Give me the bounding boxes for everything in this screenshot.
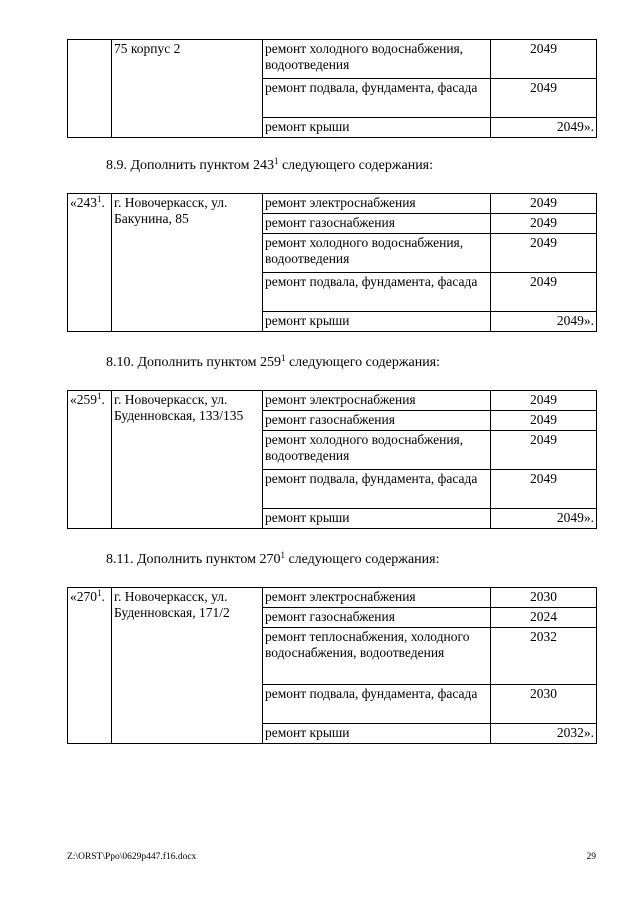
work-cell: ремонт газоснабжения (263, 214, 491, 234)
year-cell: 2049 (491, 411, 597, 431)
table-row (68, 194, 597, 214)
work-cell: ремонт крыши (263, 118, 491, 138)
work-cell: ремонт подвала, фундамента, фасада (263, 470, 491, 509)
work-cell: ремонт подвала, фундамента, фасада (263, 273, 491, 312)
work-cell: ремонт теплоснабжения, холодного водоснабжения, водоотведения (263, 628, 491, 685)
amendment-paragraph: 8.9. Дополнить пунктом $243^1$ следующего содержания: (106, 156, 434, 173)
year-cell: 2049 (491, 391, 597, 411)
page-number: 29 (586, 852, 596, 862)
year-cell: 2030 (491, 685, 597, 724)
work-cell: ремонт газоснабжения (263, 608, 491, 628)
address-cell: г. Новочеркасск, ул. Бакунина, 85 (112, 194, 263, 332)
year-cell: 2049 (491, 40, 597, 79)
table-270 (67, 587, 597, 744)
year-cell: 2049 (491, 214, 597, 234)
number-cell (68, 40, 112, 138)
work-cell: ремонт холодного водоснабжения, водоотведения (263, 431, 491, 470)
table-259 (67, 390, 597, 529)
year-cell: 2024 (491, 608, 597, 628)
year-cell: 2049». (491, 118, 597, 138)
table-row (68, 588, 597, 608)
table-continuation (67, 39, 597, 138)
address-cell: г. Новочеркасск, ул. Буденновская, 133/135 (112, 391, 263, 529)
amendment-paragraph: 8.10. Дополнить пунктом $259^1$ следующего содержания: (106, 353, 441, 370)
number-cell: «$259^1$. (68, 391, 112, 529)
work-cell: ремонт крыши (263, 312, 491, 332)
work-cell: ремонт электроснабжения (263, 391, 491, 411)
table-243 (67, 193, 597, 332)
year-cell: 2032 (491, 628, 597, 685)
year-cell: 2049 (491, 470, 597, 509)
year-cell: 2049». (491, 509, 597, 529)
work-cell: ремонт холодного водоснабжения, водоотведения (263, 234, 491, 273)
year-cell: 2030 (491, 588, 597, 608)
footer-file-path: Z:\ORST\Ppo\0629p447.f16.docx (67, 852, 197, 862)
year-cell: 2049 (491, 194, 597, 214)
number-cell: «$243^1$. (68, 194, 112, 332)
year-cell: 2032». (491, 724, 597, 744)
table-row (68, 391, 597, 411)
number-cell: «$270^1$. (68, 588, 112, 744)
year-cell: 2049 (491, 79, 597, 118)
work-cell: ремонт газоснабжения (263, 411, 491, 431)
work-cell: ремонт подвала, фундамента, фасада (263, 685, 491, 724)
amendment-paragraph: 8.11. Дополнить пунктом $270^1$ следующего содержания: (106, 550, 440, 567)
work-cell: ремонт электроснабжения (263, 588, 491, 608)
year-cell: 2049». (491, 312, 597, 332)
year-cell: 2049 (491, 234, 597, 273)
address-cell: 75 корпус 2 (112, 40, 263, 138)
work-cell: ремонт крыши (263, 509, 491, 529)
work-cell: ремонт подвала, фундамента, фасада (263, 79, 491, 118)
year-cell: 2049 (491, 273, 597, 312)
work-cell: ремонт крыши (263, 724, 491, 744)
work-cell: ремонт электроснабжения (263, 194, 491, 214)
year-cell: 2049 (491, 431, 597, 470)
work-cell: ремонт холодного водоснабжения, водоотведения (263, 40, 491, 79)
address-cell: г. Новочеркасск, ул. Буденновская, 171/2 (112, 588, 263, 744)
table-row (68, 40, 597, 79)
